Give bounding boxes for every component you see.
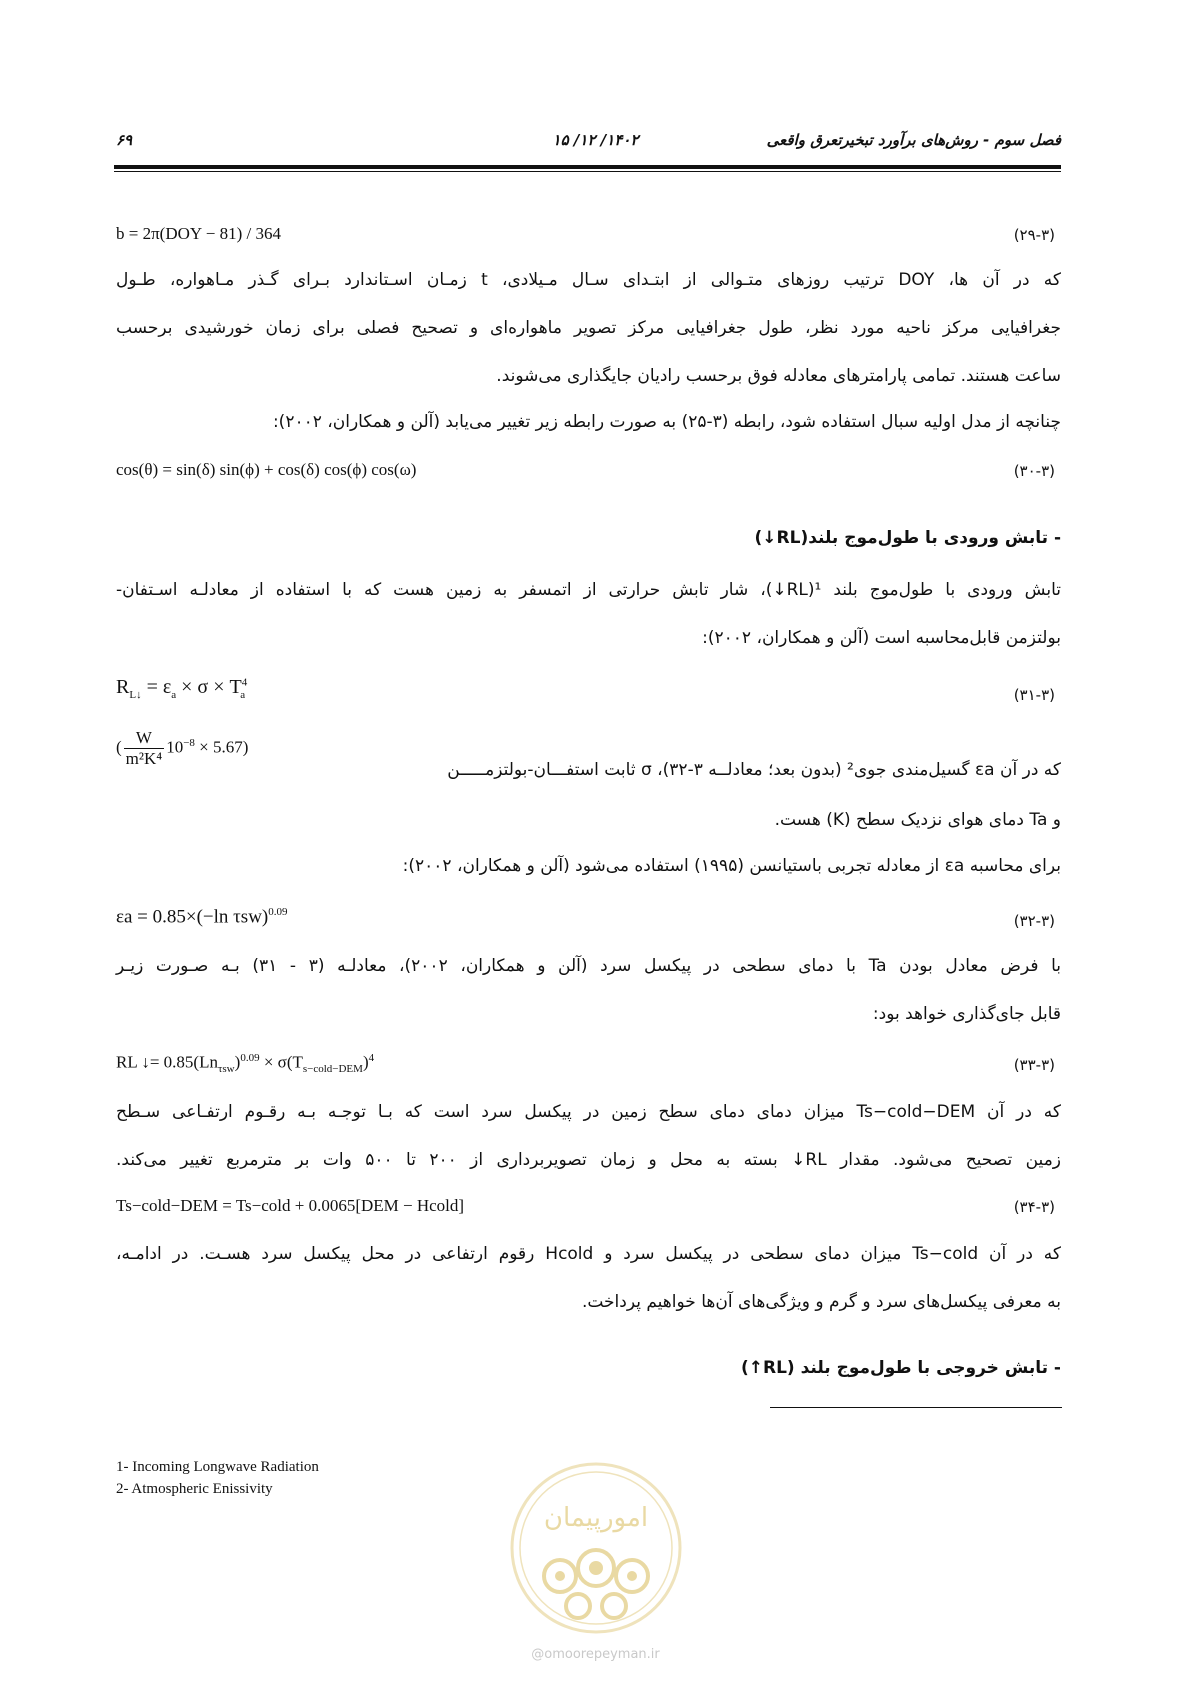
section-heading-incoming: - تابش ورودی با طول‌موج بلند(RL↓) [754, 528, 1061, 548]
equation-number-33: (۳۳-۳) [1013, 1056, 1055, 1074]
paragraph-line: و Ta دمای هوای نزدیک سطح (K) هست. [774, 810, 1061, 830]
paragraph-line: که در آن ها، DOY ترتیب روزهای متـوالی از ابتـدای سـال مـیلادی، t زمـان اسـتاندارد بـرای گـذر مـاهواره، طـول [116, 270, 1061, 290]
paragraph-line: تابش ورودی با طول‌موج بلند ¹(RL↓)، شار تابش حرارتی از اتمسفر به زمین هست که با استفاده از معادلـه اسـتفان- [116, 580, 1061, 600]
stefan-boltzmann-constant: ( $\frac{W}{\text{m²K⁴}}$ $10^{-8} \times 5.67$) [116, 728, 249, 768]
paragraph-line: بولتزمن قابل‌محاسبه است (آلن و همکاران، ۲۰۰۲): [702, 628, 1061, 648]
equation-number-32: (۳۲-۳) [1013, 912, 1055, 930]
page-number: ۶۹ [116, 131, 133, 149]
section-heading-outgoing: - تابش خروجی با طول‌موج بلند (RL↑) [740, 1358, 1061, 1378]
equation-number-31: (۳۱-۳) [1013, 686, 1055, 704]
equation-34: Ts−cold−DEM = Ts−cold + 0.0065[DEM − Hcold] [116, 1196, 465, 1215]
equation-32: εa = 0.85×(−ln τsw)$^{0.09}$ [116, 906, 288, 928]
chapter-title: فصل سوم - روش‌های برآورد تبخیرتعرق واقعی [766, 131, 1061, 149]
header-rule [114, 165, 1061, 169]
paragraph-line: به معرفی پیکسل‌های سرد و گرم و ویژگی‌های آن‌ها خواهیم پرداخت. [581, 1292, 1061, 1312]
watermark-site: @omoorepeyman.ir [531, 1647, 660, 1662]
paragraph-line: جغرافیایی مرکز ناحیه مورد نظر، طول جغرافیایی مرکز تصویر ماهواره‌ای و تصحیح فصلی برای زمان خورشیدی برحسب [116, 318, 1061, 338]
equation-33: RL ↓= $0.85(Ln_{\tau sw})^{0.09} \times \sigma(T_{s-cold-DEM})^4$ [116, 1052, 375, 1076]
equation-number-29: (۲۹-۳) [1013, 226, 1055, 244]
header-rule-thin [114, 171, 1061, 172]
equation-31: $R_{L↓} = \varepsilon_a \times \sigma \times T^4_a$ [116, 676, 248, 701]
paragraph-line: که در آن Ts−cold میزان دمای سطحی در پیکسل سرد و Hcold رقوم ارتفاعی در محل پیکسل سرد هسـت. در ادامـه، [116, 1244, 1061, 1264]
paragraph-line: ساعت هستند. تمامی پارامترهای معادله فوق برحسب رادیان جایگذاری می‌شوند. [496, 366, 1061, 386]
publisher-logo-watermark [508, 1460, 684, 1636]
paragraph-line: زمین تصحیح می‌شود. مقدار RL↓ بسته به محل و زمان تصویربرداری از ۲۰۰ تا ۵۰۰ وات بر مترمربع تغییر می‌کند. [116, 1150, 1062, 1170]
header-date: ۱۴۰۲/ ۱۲/ ۱۵ [552, 131, 639, 149]
paragraph-line: با فرض معادل بودن Ta با دمای سطحی در پیکسل سرد (آلن و همکاران، ۲۰۰۲)، معادلـه (۳ - ۳۱) بـه صـورت زیـر [116, 956, 1061, 976]
equation-29: b = 2π(DOY − 81) / 364 [116, 224, 282, 243]
paragraph-line: قابل جای‌گذاری خواهد بود: [872, 1004, 1061, 1024]
paragraph-line: برای محاسبه εa از معادله تجربی باستیانسن (۱۹۹۵) استفاده می‌شود (آلن و همکاران، ۲۰۰۲): [402, 856, 1061, 876]
equation-number-30: (۳۰-۳) [1013, 462, 1055, 480]
footnote-1: 1- Incoming Longwave Radiation [116, 1459, 319, 1475]
eq31-lhs: R [116, 676, 130, 698]
logo-text: امورپیمان [543, 1503, 649, 1533]
equation-30: cos(θ) = sin(δ) sin(ϕ) + cos(δ) cos(ϕ) cos(ω) [116, 460, 417, 479]
equation-number-34: (۳۴-۳) [1013, 1198, 1055, 1216]
paragraph-line: چنانچه از مدل اولیه سبال استفاده شود، رابطه (۳-۲۵) به صورت رابطه زیر تغییر می‌یابد (آلن و همکاران، ۲۰۰۲): [272, 412, 1061, 432]
paragraph-line: که در آن Ts−cold−DEM میزان دمای دمای سطح زمین در پیکسل سرد است که بـا توجـه بـه رقـوم ارتفـاعی سـطح [116, 1102, 1061, 1122]
footnote-rule [770, 1407, 1062, 1408]
paragraph-line: که در آن εa گسیل‌مندی جوی² (بدون بعد؛ معادلــه ۳-۳۲)، σ ثابت استفـــان-بولتزمـــــن [447, 760, 1061, 780]
footnote-2: 2- Atmospheric Enissivity [116, 1481, 273, 1497]
